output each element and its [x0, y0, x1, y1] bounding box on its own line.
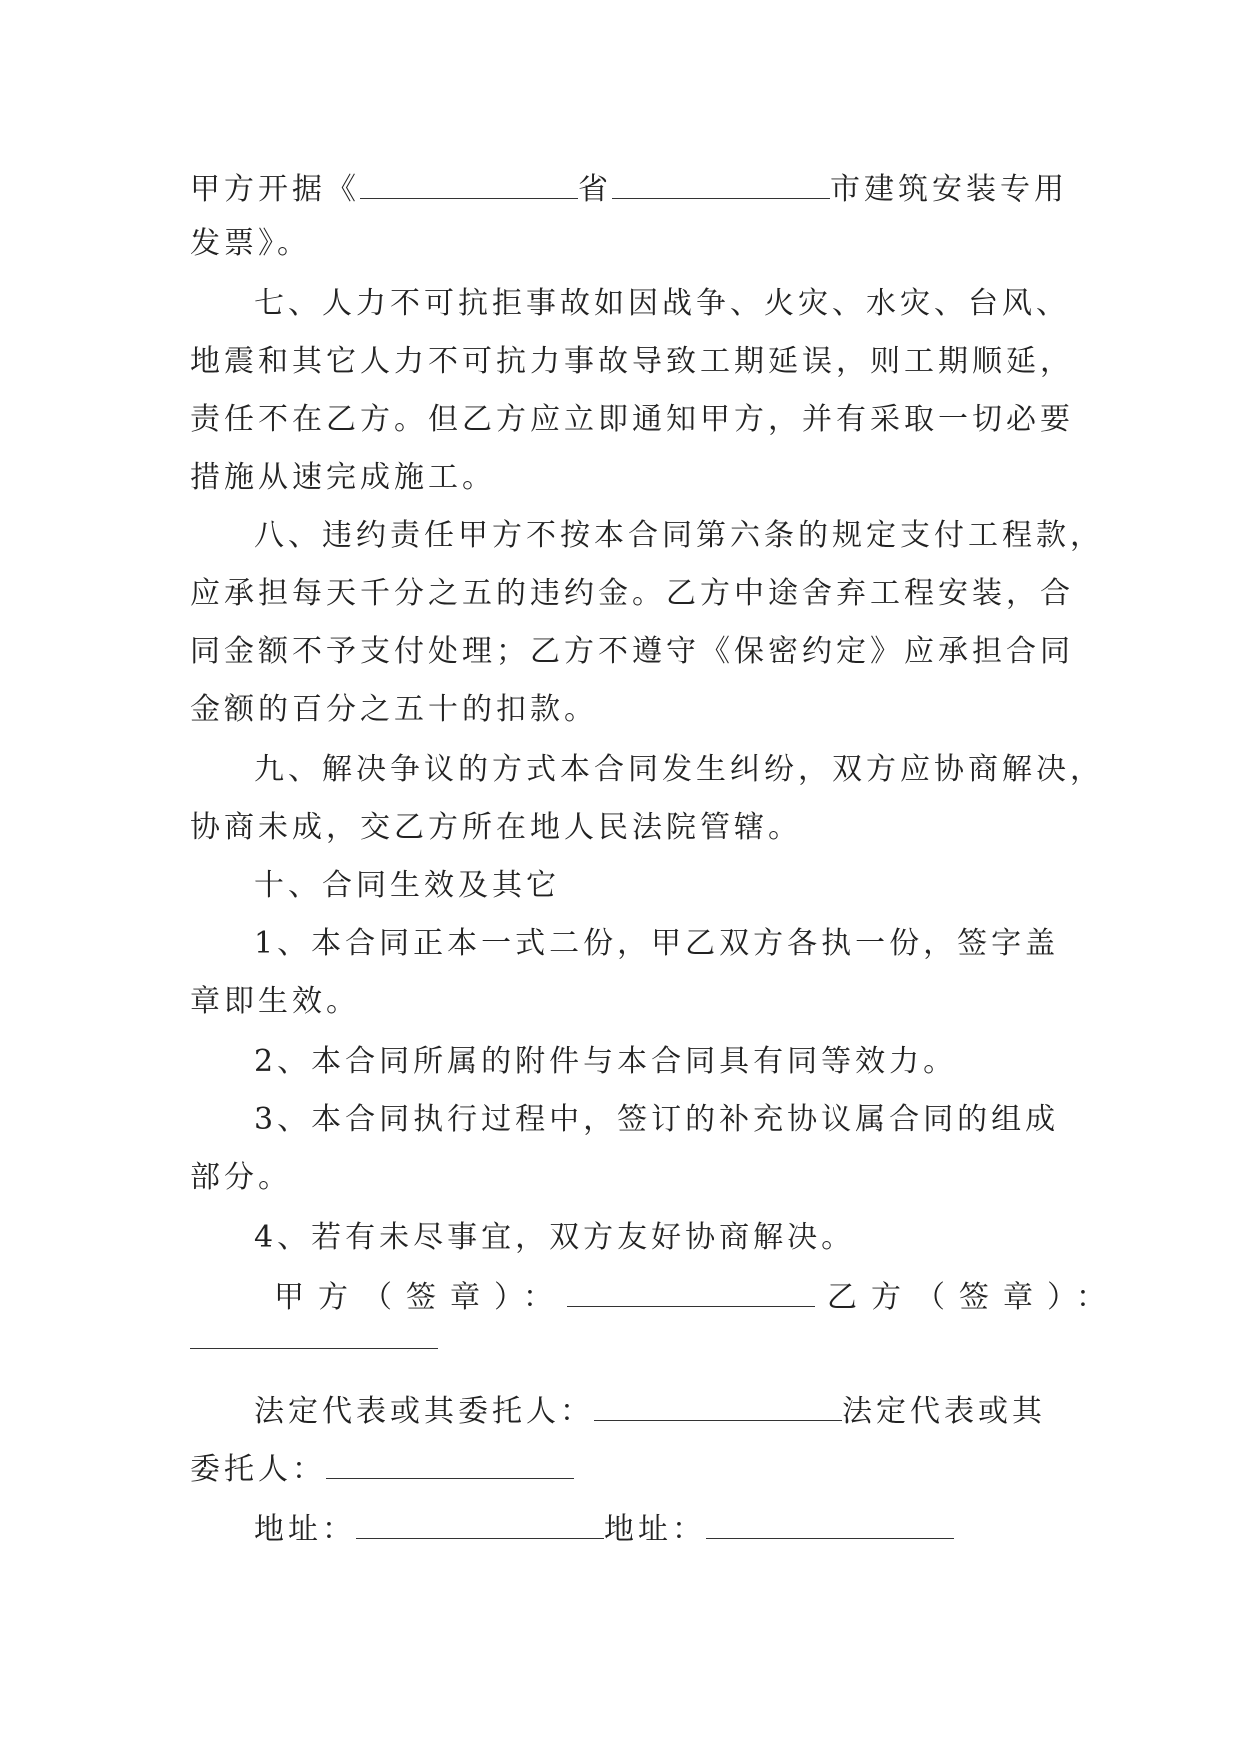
clause-10-item: 4、若有未尽事宜，双方友好协商解决。 — [254, 1220, 856, 1255]
address-a-label: 地址： — [254, 1512, 356, 1547]
party-a-signature-field[interactable] — [567, 1276, 815, 1307]
clause-7-line: 责任不在乙方。但乙方应立即通知甲方，并有采取一切必要 — [190, 402, 1074, 437]
representative-line — [254, 1390, 1054, 1430]
text-run: 省 — [578, 172, 612, 207]
paragraph-line: 发票》。 — [190, 226, 311, 261]
clause-8-line: 应承担每天千分之五的违约金。乙方中途舍弃工程安装，合 — [190, 576, 1074, 611]
party-b-label: 乙方（签章）： — [827, 1280, 1120, 1315]
clause-7-line: 措施从速完成施工。 — [190, 460, 496, 495]
rep-b-label: 法定代表或其 — [842, 1394, 1046, 1429]
address-b-label: 地址： — [604, 1512, 706, 1547]
clause-8-line: 八、违约责任甲方不按本合同第六条的规定支付工程款， — [254, 518, 1104, 553]
clause-7-line: 七、人力不可抗拒事故如因战争、火灾、水灾、台风、 — [254, 286, 1070, 321]
party-a-label: 甲方（签章）： — [274, 1280, 567, 1315]
text-run: 甲方开据《 — [190, 172, 360, 207]
clause-10-item: 部分。 — [190, 1160, 292, 1195]
clause-8-line: 金额的百分之五十的扣款。 — [190, 692, 598, 727]
clause-9-line: 协商未成，交乙方所在地人民法院管辖。 — [190, 810, 802, 845]
address-a-field[interactable] — [356, 1508, 604, 1539]
party-b-signature-field[interactable] — [190, 1318, 438, 1349]
blank-field[interactable] — [360, 168, 578, 199]
clause-10-item: 2、本合同所属的附件与本合同具有同等效力。 — [254, 1044, 958, 1079]
representative-line — [190, 1448, 1050, 1488]
rep-b-field[interactable] — [326, 1448, 574, 1479]
clause-10-item: 章即生效。 — [190, 984, 360, 1019]
blank-field[interactable] — [612, 168, 830, 199]
clause-10-item: 3、本合同执行过程中，签订的补充协议属合同的组成 — [254, 1102, 1060, 1137]
rep-a-label: 法定代表或其委托人： — [254, 1394, 594, 1429]
clause-9-line: 九、解决争议的方式本合同发生纠纷，双方应协商解决， — [254, 752, 1104, 787]
signature-continuation — [190, 1318, 1050, 1358]
clause-10-heading: 十、合同生效及其它 — [254, 868, 560, 903]
text-run: 市建筑安装专用 — [830, 172, 1068, 207]
paragraph-line — [190, 168, 1068, 208]
signature-line — [274, 1276, 1120, 1316]
address-b-field[interactable] — [706, 1508, 954, 1539]
address-line — [254, 1508, 1054, 1548]
rep-a-field[interactable] — [594, 1390, 842, 1421]
clause-10-item: 1、本合同正本一式二份，甲乙双方各执一份，签字盖 — [254, 926, 1060, 961]
clause-8-line: 同金额不予支付处理；乙方不遵守《保密约定》应承担合同 — [190, 634, 1074, 669]
rep-b-label-cont: 委托人： — [190, 1452, 326, 1487]
clause-7-line: 地震和其它人力不可抗力事故导致工期延误，则工期顺延， — [190, 344, 1074, 379]
